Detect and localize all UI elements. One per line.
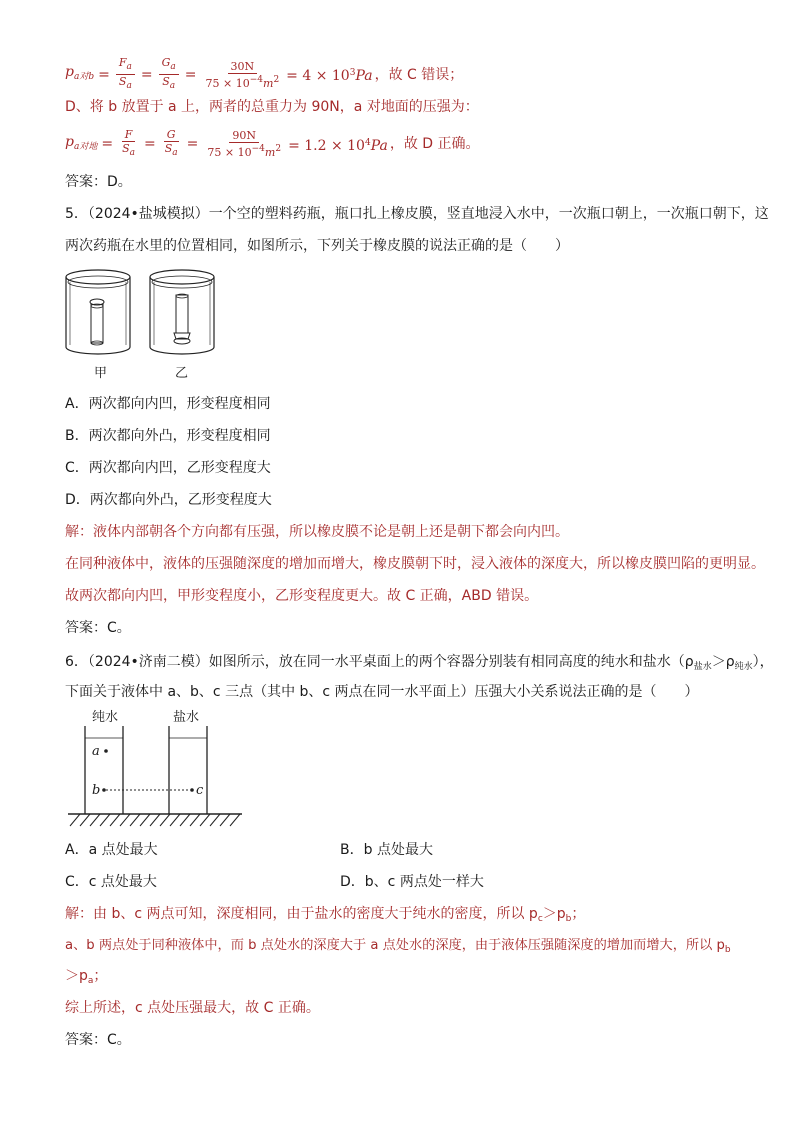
- formula2-lhs: $p_{a对地}$: [65, 133, 98, 152]
- formula1-conclusion: ，故 C 错误；: [374, 66, 464, 83]
- q5-solution-line2: 在同种液体中，液体的压强随深度的增加而增大，橡皮膜朝下时，浸入液体的深度大，所以橡皮膜凹陷的更明显。: [65, 556, 765, 572]
- q6-solution-line4: 综上所述，c 点处压强最大，故 C 正确。: [65, 1000, 320, 1016]
- point-c: [190, 788, 194, 792]
- q5-stem-line2: 两次药瓶在水里的位置相同，如图所示，下列关于橡皮膜的说法正确的是（ ）: [65, 238, 569, 254]
- q6-stem-line1: 6．（2024•济南二模）如图所示，放在同一水平桌面上的两个容器分别装有相同高度的纯水和盐水$(\rho_{盐水}>\rho_{纯水})$，: [65, 654, 774, 672]
- q6-solution-line2: a、b 两点处于同种液体中，而 b 点处水的深度大于 a 点处水的深度，由于液体压强随深度的增加而增大，所以 $p_b$: [65, 938, 731, 955]
- q5-fig-label-yi: 乙: [175, 366, 189, 381]
- formula1-fraction-f: $\frac{F_a}{S_a}$: [116, 56, 135, 93]
- q6-figure-containers: [62, 704, 247, 830]
- formula2-fraction-value: $\frac{90N}{75 \times 10^{-4}m^2}$: [207, 129, 282, 159]
- q6-option-b[interactable]: B．b 点处最大: [340, 842, 433, 858]
- formula-pressure-a-on-ground: $p_{a对地}$ = $\frac{F}{S_a}$ = $\frac{G}{S_a}$ = $\frac{90N}{75 \times 10^{-4}m^2}$ = $1.2 \times 10^4Pa$ ，故 D 正确。: [65, 128, 480, 159]
- q5-solution-line3: 故两次都向内凹，甲形变程度小，乙形变程度更大。故 C 正确，ABD 错误。: [65, 588, 539, 604]
- point-c-label: c: [196, 783, 204, 798]
- q6-solution-line3: $>p_a$；: [65, 968, 108, 986]
- beaker-jia: [66, 270, 130, 354]
- q5-stem-line1: 5．（2024•盐城模拟）一个空的塑料药瓶，瓶口扎上橡皮膜，竖直地浸入水中，一次瓶口朝上，一次瓶口朝下，这: [65, 206, 769, 222]
- point-b: [102, 788, 106, 792]
- q5-option-d[interactable]: D．两次都向外凸，乙形变程度大: [65, 492, 272, 508]
- q5-option-c[interactable]: C．两次都向内凹，乙形变程度大: [65, 460, 271, 476]
- formula2-result: = $1.2 \times 10^4Pa$: [288, 137, 388, 154]
- container-salt-water: [169, 726, 207, 814]
- point-b-label: b: [92, 783, 101, 798]
- q6-label-salt-water: 盐水: [173, 710, 200, 725]
- q5-answer: 答案：C。: [65, 620, 131, 636]
- q5-figure-bottles: [62, 265, 222, 385]
- point-a-label: a: [92, 744, 100, 759]
- formula-pressure-a-on-b: $p_{a对b}$ = $\frac{F_a}{S_a}$ = $\frac{G_a}{S_a}$ = $\frac{30N}{75 \times 10^{-4}m^2}$ = $4 \times 10^3Pa$ ，故 C 错误；: [65, 56, 464, 91]
- q6-solution-line1: 解：由 b、c 两点可知，深度相同，由于盐水的密度大于纯水的密度，所以 $p_c>p_b$；: [65, 906, 586, 924]
- formula1-fraction-value: $\frac{30N}{75 \times 10^{-4}m^2}$: [205, 59, 280, 90]
- formula1-lhs: $p_{a对b}$: [65, 64, 95, 82]
- formula1-result: = $4 \times 10^3Pa$: [286, 68, 373, 84]
- q6-option-d[interactable]: D．b、c 两点处一样大: [340, 874, 484, 890]
- q6-option-a[interactable]: A．a 点处最大: [65, 842, 158, 858]
- q5-option-b[interactable]: B．两次都向外凸，形变程度相同: [65, 428, 271, 444]
- option-d-explanation: D、将 b 放置于 a 上，两者的总重力为 90N，a 对地面的压强为：: [65, 99, 479, 115]
- q5-option-a[interactable]: A．两次都向内凹，形变程度相同: [65, 396, 271, 412]
- q5-solution-line1: 解：液体内部朝各个方向都有压强，所以橡皮膜不论是朝上还是朝下都会向内凹。: [65, 524, 569, 540]
- q6-option-c[interactable]: C．c 点处最大: [65, 874, 157, 890]
- q6-answer: 答案：C。: [65, 1032, 131, 1048]
- q5-fig-label-jia: 甲: [94, 366, 108, 381]
- prev-answer: 答案：D。: [65, 174, 132, 190]
- q6-label-pure-water: 纯水: [92, 710, 119, 725]
- point-a: [104, 749, 108, 753]
- table-hatching: [70, 814, 240, 826]
- q6-stem-line2: 下面关于液体中 a、b、c 三点（其中 b、c 两点在同一水平面上）压强大小关系说法正确的是（ ）: [65, 684, 699, 700]
- formula2-conclusion: ，故 D 正确。: [389, 136, 480, 152]
- beaker-yi: [150, 270, 214, 354]
- formula1-fraction-g: $\frac{G_a}{S_a}$: [159, 56, 179, 93]
- container-pure-water: [85, 726, 123, 814]
- formula2-fraction-f: $\frac{F}{S_a}$: [122, 128, 135, 158]
- formula2-fraction-g: $\frac{G}{S_a}$: [164, 128, 178, 158]
